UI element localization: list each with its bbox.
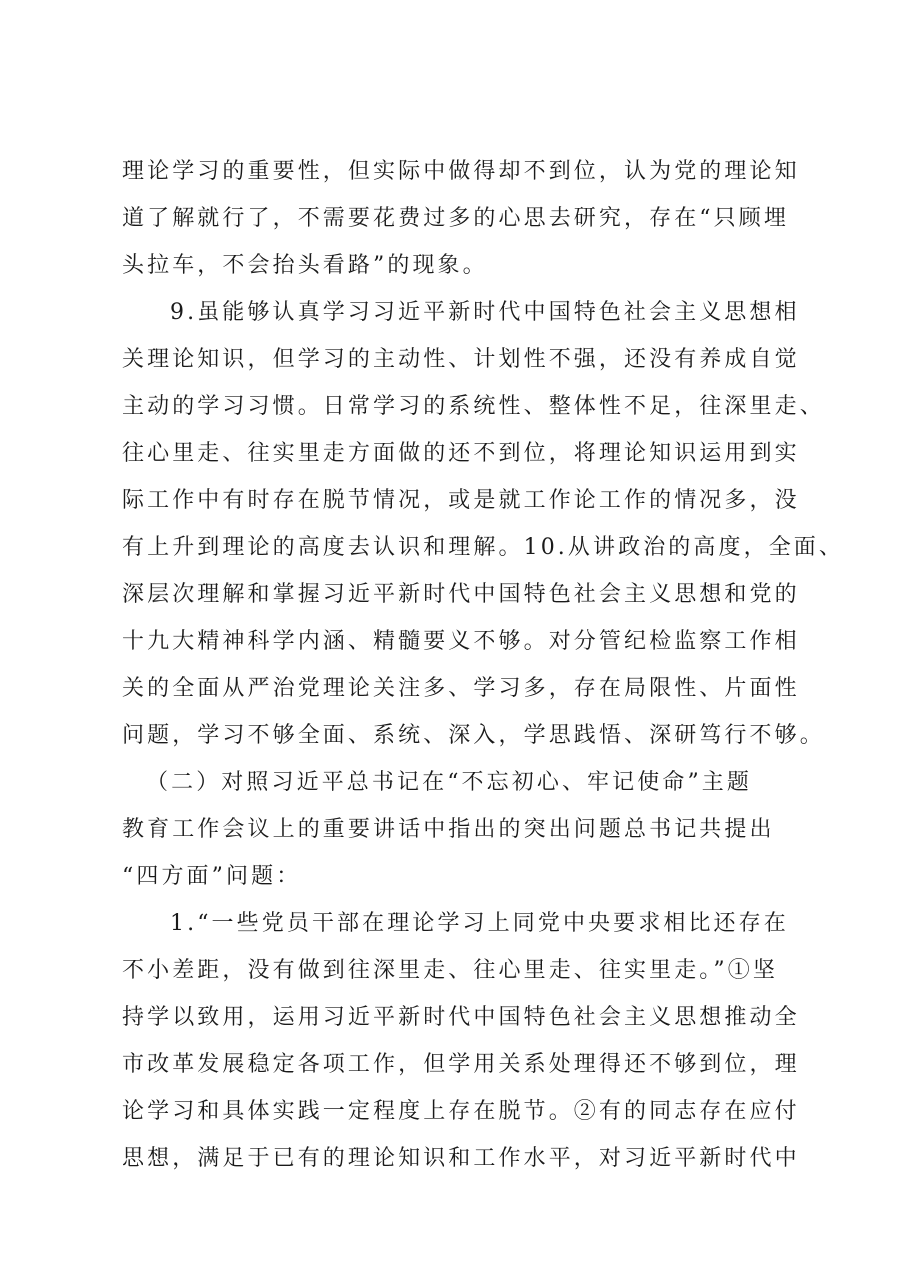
- text-line: 9.虽能够认真学习习近平新时代中国特色社会主义思想相: [170, 300, 800, 325]
- text-line: 道了解就行了，不需要花费过多的心思去研究，存在“只顾埋: [122, 206, 789, 231]
- text-line: 教育工作会议上的重要讲话中指出的突出问题总书记共提出: [122, 817, 775, 842]
- text-line: 1.“一些党员干部在理论学习上同党中央要求相比还存在: [170, 911, 789, 936]
- text-line: “四方面”问题：: [122, 864, 302, 889]
- text-line: 有上升到理论的高度去认识和理解。10.从讲政治的高度，全面、: [122, 535, 844, 560]
- text-line: 理论学习的重要性，但实际中做得却不到位，认为党的理论知: [122, 159, 800, 184]
- text-line: 际工作中有时存在脱节情况，或是就工作论工作的情况多，没: [122, 488, 800, 513]
- text-line: 深层次理解和掌握习近平新时代中国特色社会主义思想和党的: [122, 582, 800, 607]
- text-line: 论学习和具体实践一定程度上存在脱节。②有的同志存在应付: [122, 1099, 800, 1124]
- text-line: 主动的学习习惯。日常学习的系统性、整体性不足，往深里走、: [122, 394, 825, 419]
- text-line: 思想，满足于已有的理论知识和工作水平，对习近平新时代中: [122, 1146, 800, 1171]
- text-line: 关理论知识，但学习的主动性、计划性不强，还没有养成自觉: [122, 347, 800, 372]
- text-line: 往心里走、往实里走方面做的还不到位，将理论知识运用到实: [122, 441, 800, 466]
- text-line: 市改革发展稳定各项工作，但学用关系处理得还不够到位，理: [122, 1052, 800, 1077]
- text-line: 头拉车，不会抬头看路”的现象。: [122, 253, 488, 278]
- text-line: 十九大精神科学内涵、精髓要义不够。对分管纪检监察工作相: [122, 629, 800, 654]
- text-line: 问题，学习不够全面、系统、深入，学思践悟、深研笃行不够。: [122, 723, 825, 748]
- text-line: 关的全面从严治党理论关注多、学习多，存在局限性、片面性: [122, 676, 800, 701]
- text-line: 不小差距，没有做到往深里走、往心里走、往实里走。”①坚: [122, 958, 778, 983]
- section-heading: （二）对照习近平总书记在“不忘初心、牢记使命”主题: [146, 770, 752, 795]
- text-line: 持学以致用，运用习近平新时代中国特色社会主义思想推动全: [122, 1005, 800, 1030]
